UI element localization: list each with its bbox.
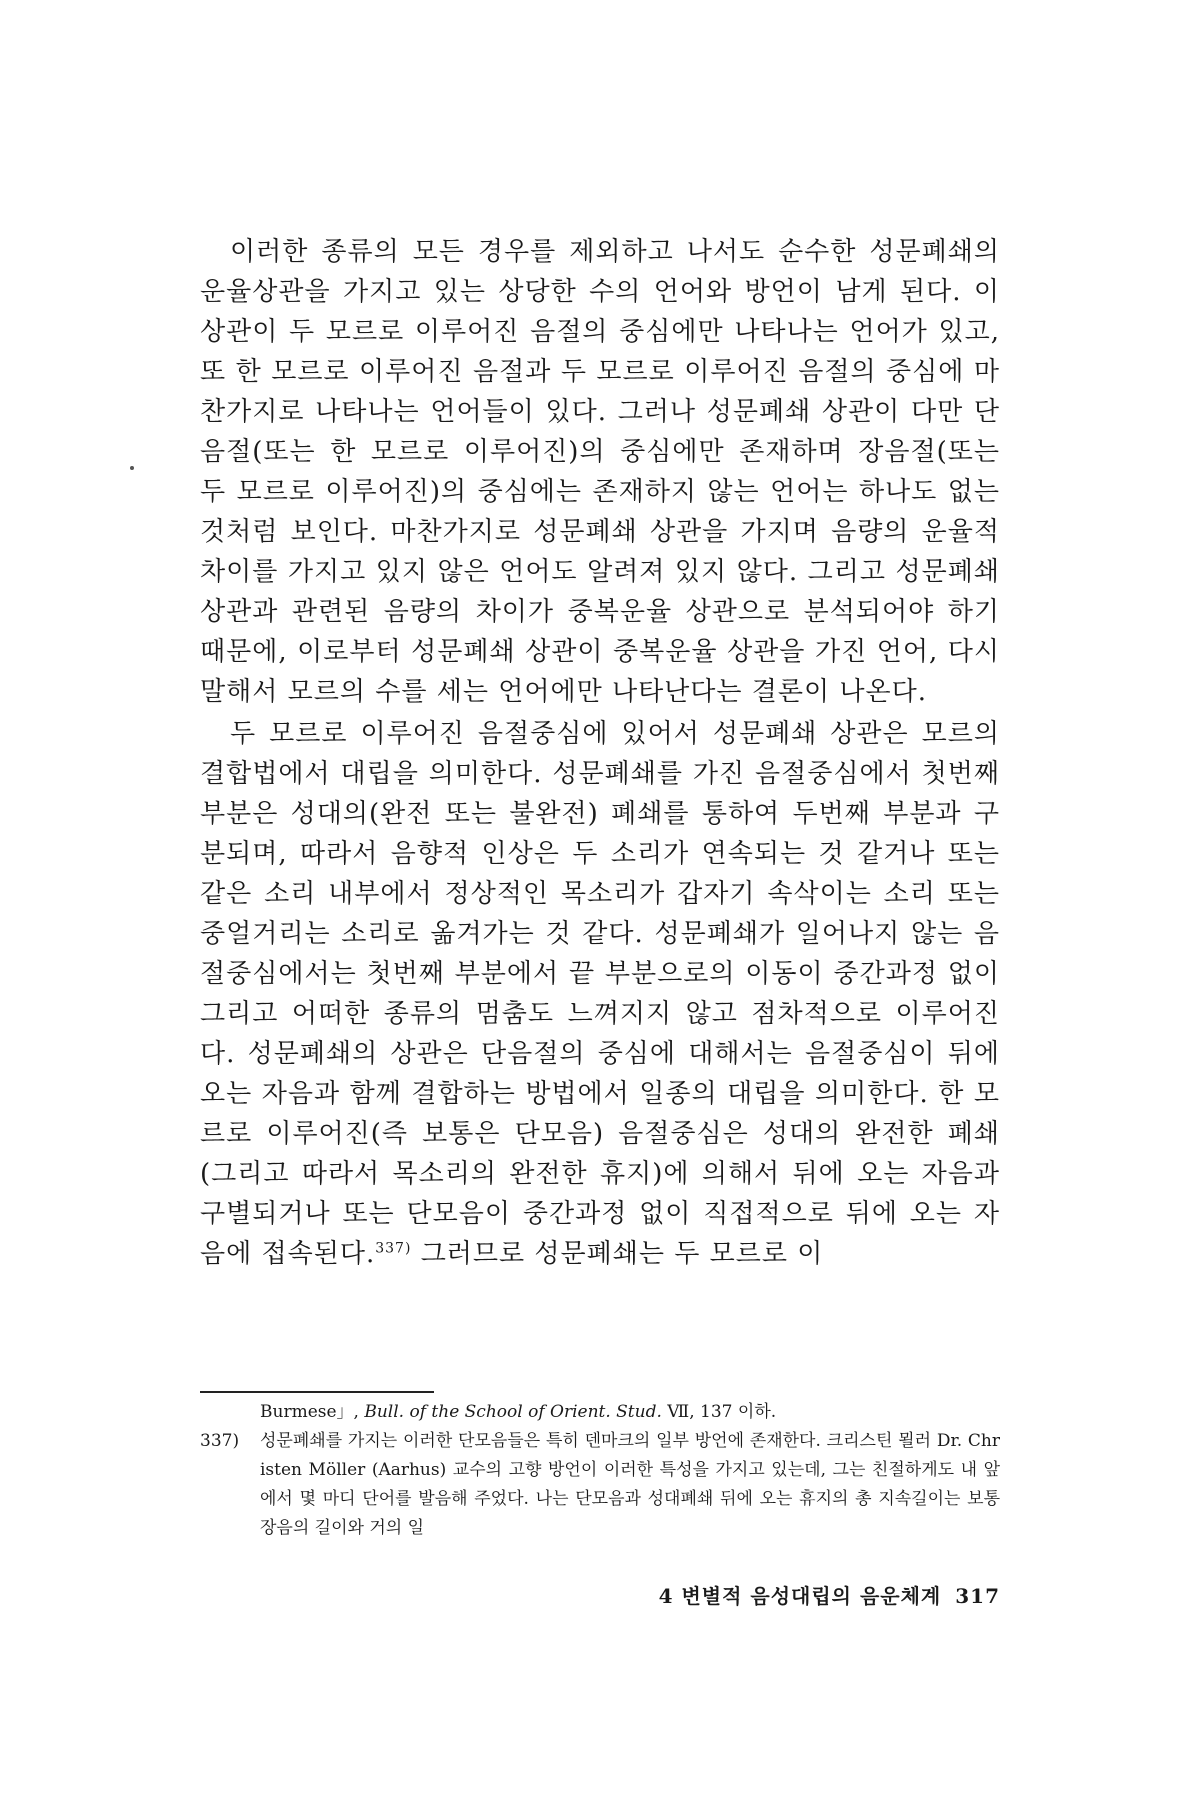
footnote-cont-pages: 137 이하. [700, 1402, 777, 1422]
footnote-cont-volume: Ⅶ, [667, 1402, 695, 1422]
footnote-separator [200, 1391, 434, 1393]
footnote-cont-journal: Bull. of the School of Orient. Stud. [364, 1402, 662, 1422]
page-number: 317 [955, 1584, 1000, 1608]
paragraph-1-text: 이러한 종류의 모든 경우를 제외하고 나서도 순수한 성문폐쇄의 운율상관을 가지고 있는 상당한 수의 언어와 방언이 남게 된다. 이 상관이 두 모르로 이루어진 음절의 중심에만 나타나는 언어가 있고, 또 한 모르로 이루어진 음절과 두 모르로 이루어진 음절의 중심에 마찬가지로 나타나는 언어들이 있다. 그러나 성문폐쇄 상관이 다만 단음절(또는 한 모르로 이루어진)의 중심에만 존재하며 장음절(또는 두 모르로 이루어진)의 중심에는 존재하지 않는 언어는 하나도 없는 것처럼 보인다. 마찬가지로 성문폐쇄 상관을 가지며 음량의 운율적 차이를 가지고 있지 않은 언어도 알려져 있지 않다. 그리고 성문폐쇄 상관과 관련된 음량의 차이가 중복운율 상관으로 분석되어야 하기 때문에, 이로부터 성문폐쇄 상관이 중복운율 상관을 가진 언어, 다시 말해서 모르의 수를 세는 언어에만 나타난다는 결론이 나온다. [200, 237, 1000, 707]
footnote-text: 성문폐쇄를 가지는 이러한 단모음들은 특히 덴마크의 일부 방언에 존재한다. 크리스틴 묄러 Dr. Christen Möller (Aarhus) 교수의 고향 방언이 이러한 특성을 가지고 있는데, 그는 친절하게도 내 앞에서 몇 마디 단어를 발음해 주었다. 나는 단모음과 성대폐쇄 뒤에 오는 휴지의 총 지속길이는 보통 장음의 길이와 거의 일 [260, 1431, 1000, 1538]
running-footer [600, 1580, 1000, 1609]
footnote-337 [200, 1427, 1000, 1543]
paragraph-2 [200, 714, 1000, 1274]
footnote-cont-prefix: Burmese [260, 1402, 337, 1422]
paragraph-1 [200, 232, 1000, 712]
main-text [200, 232, 1000, 1274]
footnotes [200, 1398, 1000, 1543]
footnote-ref-337[interactable]: 337) [375, 1240, 412, 1257]
margin-dot [130, 466, 134, 470]
footnote-number: 337) [200, 1431, 240, 1451]
running-title: 4 변별적 음성대립의 음운체계 [658, 1584, 942, 1608]
footnote-continuation [200, 1398, 1000, 1427]
paragraph-3-text: 그러므로 성문폐쇄는 두 모르로 이 [420, 1239, 824, 1269]
footnote-cont-bracket: 」, [336, 1402, 359, 1422]
paragraph-2-text: 두 모르로 이루어진 음절중심에 있어서 성문폐쇄 상관은 모르의 결합법에서 대립을 의미한다. 성문폐쇄를 가진 음절중심에서 첫번째 부분은 성대의(완전 또는 불완전) 폐쇄를 통하여 두번째 부분과 구분되며, 따라서 음향적 인상은 두 소리가 연속되는 것 같거나 또는 같은 소리 내부에서 정상적인 목소리가 갑자기 속삭이는 소리 또는 중얼거리는 소리로 옮겨가는 것 같다. 성문폐쇄가 일어나지 않는 음절중심에서는 첫번째 부분에서 끝 부분으로의 이동이 중간과정 없이 그리고 어떠한 종류의 멈춤도 느껴지지 않고 점차적으로 이루어진다. 성문폐쇄의 상관은 단음절의 중심에 대해서는 음절중심이 뒤에 오는 자음과 함께 결합하는 방법에서 일종의 대립을 의미한다. 한 모르로 이루어진(즉 보통은 단모음) 음절중심은 성대의 완전한 폐쇄(그리고 따라서 목소리의 완전한 휴지)에 의해서 뒤에 오는 자음과 구별되거나 또는 단모음이 중간과정 없이 직접적으로 뒤에 오는 자음에 접속된다. [200, 719, 1000, 1269]
